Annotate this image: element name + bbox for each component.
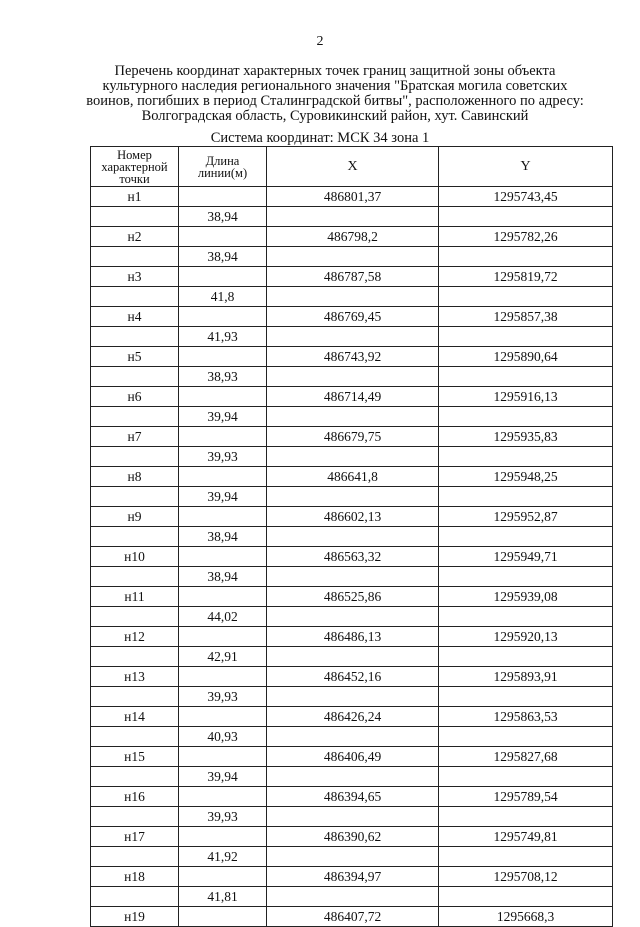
point-name-cell: н7: [91, 427, 179, 447]
empty-cell: [91, 487, 179, 507]
table-row: [91, 227, 613, 247]
table-row: [91, 847, 613, 867]
point-name-cell: н8: [91, 467, 179, 487]
table-row: [91, 607, 613, 627]
empty-cell: [179, 387, 267, 407]
header-point-line: точки: [119, 171, 150, 186]
empty-cell: [91, 767, 179, 787]
empty-cell: [439, 847, 613, 867]
y-coordinate-cell: 1295916,13: [439, 387, 613, 407]
line-length-cell: 39,94: [179, 407, 267, 427]
empty-cell: [267, 407, 439, 427]
empty-cell: [91, 887, 179, 907]
coordinates-table: [90, 146, 613, 927]
header-length-line: линии(м): [197, 165, 248, 180]
table-row: [91, 707, 613, 727]
table-row: [91, 827, 613, 847]
y-coordinate-cell: 1295819,72: [439, 267, 613, 287]
empty-cell: [179, 587, 267, 607]
table-header-row: [91, 147, 613, 187]
empty-cell: [91, 247, 179, 267]
point-name-cell: н1: [91, 187, 179, 207]
y-coordinate-cell: 1295782,26: [439, 227, 613, 247]
y-coordinate-cell: 1295743,45: [439, 187, 613, 207]
point-name-cell: н9: [91, 507, 179, 527]
line-length-cell: 39,93: [179, 447, 267, 467]
empty-cell: [439, 767, 613, 787]
table-row: [91, 887, 613, 907]
x-coordinate-cell: 486525,86: [267, 587, 439, 607]
x-coordinate-cell: 486769,45: [267, 307, 439, 327]
empty-cell: [179, 227, 267, 247]
table-row: [91, 447, 613, 467]
table-row: [91, 667, 613, 687]
line-length-cell: 41,8: [179, 287, 267, 307]
x-coordinate-cell: 486452,16: [267, 667, 439, 687]
point-name-cell: н2: [91, 227, 179, 247]
empty-cell: [179, 427, 267, 447]
table-row: [91, 527, 613, 547]
line-length-cell: 42,91: [179, 647, 267, 667]
y-coordinate-cell: 1295749,81: [439, 827, 613, 847]
empty-cell: [439, 327, 613, 347]
table-row: [91, 487, 613, 507]
table-row: [91, 427, 613, 447]
empty-cell: [91, 207, 179, 227]
point-name-cell: н16: [91, 787, 179, 807]
y-coordinate-cell: 1295952,87: [439, 507, 613, 527]
y-coordinate-cell: 1295708,12: [439, 867, 613, 887]
table-row: [91, 187, 613, 207]
table-row: [91, 687, 613, 707]
empty-cell: [179, 747, 267, 767]
table-row: [91, 747, 613, 767]
empty-cell: [91, 727, 179, 747]
x-coordinate-cell: 486563,32: [267, 547, 439, 567]
table-row: [91, 247, 613, 267]
line-length-cell: 41,81: [179, 887, 267, 907]
empty-cell: [179, 547, 267, 567]
line-length-cell: 39,93: [179, 807, 267, 827]
title-line: воинов, погибших в период Сталинградской битвы", расположенного по адресу:: [86, 93, 584, 109]
point-name-cell: н10: [91, 547, 179, 567]
empty-cell: [179, 467, 267, 487]
page-number: 2: [316, 34, 324, 49]
line-length-cell: 38,93: [179, 367, 267, 387]
header-point-line: характерной: [101, 159, 168, 174]
empty-cell: [267, 687, 439, 707]
table-row: [91, 507, 613, 527]
empty-cell: [91, 567, 179, 587]
table-row: [91, 347, 613, 367]
empty-cell: [91, 607, 179, 627]
y-coordinate-cell: 1295827,68: [439, 747, 613, 767]
empty-cell: [179, 347, 267, 367]
empty-cell: [267, 887, 439, 907]
empty-cell: [439, 687, 613, 707]
empty-cell: [439, 207, 613, 227]
table-row: [91, 907, 613, 927]
line-length-cell: 38,94: [179, 247, 267, 267]
empty-cell: [179, 827, 267, 847]
empty-cell: [439, 727, 613, 747]
empty-cell: [267, 567, 439, 587]
line-length-cell: 41,92: [179, 847, 267, 867]
empty-cell: [267, 527, 439, 547]
header-length-line: Длина: [205, 153, 240, 168]
point-name-cell: н15: [91, 747, 179, 767]
line-length-cell: 38,94: [179, 567, 267, 587]
point-name-cell: н6: [91, 387, 179, 407]
empty-cell: [179, 907, 267, 927]
empty-cell: [179, 667, 267, 687]
empty-cell: [439, 447, 613, 467]
x-coordinate-cell: 486602,13: [267, 507, 439, 527]
table-row: [91, 867, 613, 887]
empty-cell: [267, 727, 439, 747]
title-line: Перечень координат характерных точек границ защитной зоны объекта: [114, 63, 556, 79]
empty-cell: [91, 807, 179, 827]
line-length-cell: 39,94: [179, 767, 267, 787]
y-coordinate-cell: 1295949,71: [439, 547, 613, 567]
point-name-cell: н13: [91, 667, 179, 687]
point-name-cell: н19: [91, 907, 179, 927]
point-name-cell: н11: [91, 587, 179, 607]
x-coordinate-cell: 486798,2: [267, 227, 439, 247]
empty-cell: [439, 807, 613, 827]
table-row: [91, 787, 613, 807]
empty-cell: [439, 887, 613, 907]
empty-cell: [439, 287, 613, 307]
table-row: [91, 567, 613, 587]
line-length-cell: 40,93: [179, 727, 267, 747]
empty-cell: [267, 287, 439, 307]
empty-cell: [179, 187, 267, 207]
empty-cell: [439, 647, 613, 667]
empty-cell: [91, 647, 179, 667]
table-body: [91, 187, 613, 927]
x-coordinate-cell: 486641,8: [267, 467, 439, 487]
table-row: [91, 727, 613, 747]
point-name-cell: н4: [91, 307, 179, 327]
x-coordinate-cell: 486486,13: [267, 627, 439, 647]
empty-cell: [179, 867, 267, 887]
empty-cell: [179, 627, 267, 647]
y-coordinate-cell: 1295948,25: [439, 467, 613, 487]
y-coordinate-cell: 1295668,3: [439, 907, 613, 927]
empty-cell: [439, 567, 613, 587]
empty-cell: [267, 327, 439, 347]
empty-cell: [439, 247, 613, 267]
empty-cell: [91, 327, 179, 347]
line-length-cell: 38,94: [179, 207, 267, 227]
empty-cell: [91, 407, 179, 427]
line-length-cell: 38,94: [179, 527, 267, 547]
empty-cell: [91, 847, 179, 867]
empty-cell: [439, 607, 613, 627]
table-row: [91, 767, 613, 787]
x-coordinate-cell: 486426,24: [267, 707, 439, 727]
x-coordinate-cell: 486406,49: [267, 747, 439, 767]
empty-cell: [267, 807, 439, 827]
empty-cell: [91, 367, 179, 387]
document-title: [60, 64, 610, 124]
x-coordinate-cell: 486714,49: [267, 387, 439, 407]
empty-cell: [179, 507, 267, 527]
empty-cell: [179, 787, 267, 807]
table-row: [91, 627, 613, 647]
line-length-cell: 41,93: [179, 327, 267, 347]
point-name-cell: н5: [91, 347, 179, 367]
empty-cell: [267, 367, 439, 387]
y-coordinate-cell: 1295920,13: [439, 627, 613, 647]
table-row: [91, 547, 613, 567]
empty-cell: [267, 847, 439, 867]
empty-cell: [179, 707, 267, 727]
x-coordinate-cell: 486394,97: [267, 867, 439, 887]
table-row: [91, 467, 613, 487]
y-coordinate-cell: 1295857,38: [439, 307, 613, 327]
empty-cell: [267, 607, 439, 627]
empty-cell: [91, 447, 179, 467]
header-line-length: [179, 147, 267, 187]
table-row: [91, 407, 613, 427]
x-coordinate-cell: 486390,62: [267, 827, 439, 847]
empty-cell: [267, 247, 439, 267]
point-name-cell: н14: [91, 707, 179, 727]
table-row: [91, 387, 613, 407]
empty-cell: [179, 307, 267, 327]
y-coordinate-cell: 1295893,91: [439, 667, 613, 687]
empty-cell: [91, 287, 179, 307]
empty-cell: [439, 487, 613, 507]
x-coordinate-cell: 486787,58: [267, 267, 439, 287]
empty-cell: [267, 207, 439, 227]
line-length-cell: 39,93: [179, 687, 267, 707]
empty-cell: [439, 367, 613, 387]
header-point-number: [91, 147, 179, 187]
table-row: [91, 807, 613, 827]
empty-cell: [267, 487, 439, 507]
empty-cell: [267, 447, 439, 467]
header-x: X: [267, 147, 439, 187]
empty-cell: [179, 267, 267, 287]
x-coordinate-cell: 486394,65: [267, 787, 439, 807]
coordinate-system-caption: Система координат: МСК 34 зона 1: [210, 130, 430, 146]
empty-cell: [439, 527, 613, 547]
line-length-cell: 39,94: [179, 487, 267, 507]
table-row: [91, 647, 613, 667]
y-coordinate-cell: 1295789,54: [439, 787, 613, 807]
empty-cell: [91, 687, 179, 707]
table-row: [91, 207, 613, 227]
title-line: культурного наследия регионального значения "Братская могила советских: [102, 78, 568, 94]
empty-cell: [267, 767, 439, 787]
y-coordinate-cell: 1295935,83: [439, 427, 613, 447]
header-y: Y: [439, 147, 613, 187]
table-row: [91, 307, 613, 327]
table-row: [91, 287, 613, 307]
y-coordinate-cell: 1295863,53: [439, 707, 613, 727]
point-name-cell: н17: [91, 827, 179, 847]
table-row: [91, 587, 613, 607]
x-coordinate-cell: 486679,75: [267, 427, 439, 447]
empty-cell: [91, 527, 179, 547]
table-row: [91, 327, 613, 347]
point-name-cell: н12: [91, 627, 179, 647]
point-name-cell: н3: [91, 267, 179, 287]
table-row: [91, 367, 613, 387]
x-coordinate-cell: 486743,92: [267, 347, 439, 367]
line-length-cell: 44,02: [179, 607, 267, 627]
header-point-line: Номер: [117, 147, 152, 162]
empty-cell: [267, 647, 439, 667]
point-name-cell: н18: [91, 867, 179, 887]
y-coordinate-cell: 1295890,64: [439, 347, 613, 367]
x-coordinate-cell: 486801,37: [267, 187, 439, 207]
title-line: Волгоградская область, Суровикинский район, хут. Савинский: [141, 108, 529, 124]
y-coordinate-cell: 1295939,08: [439, 587, 613, 607]
x-coordinate-cell: 486407,72: [267, 907, 439, 927]
table-row: [91, 267, 613, 287]
empty-cell: [439, 407, 613, 427]
